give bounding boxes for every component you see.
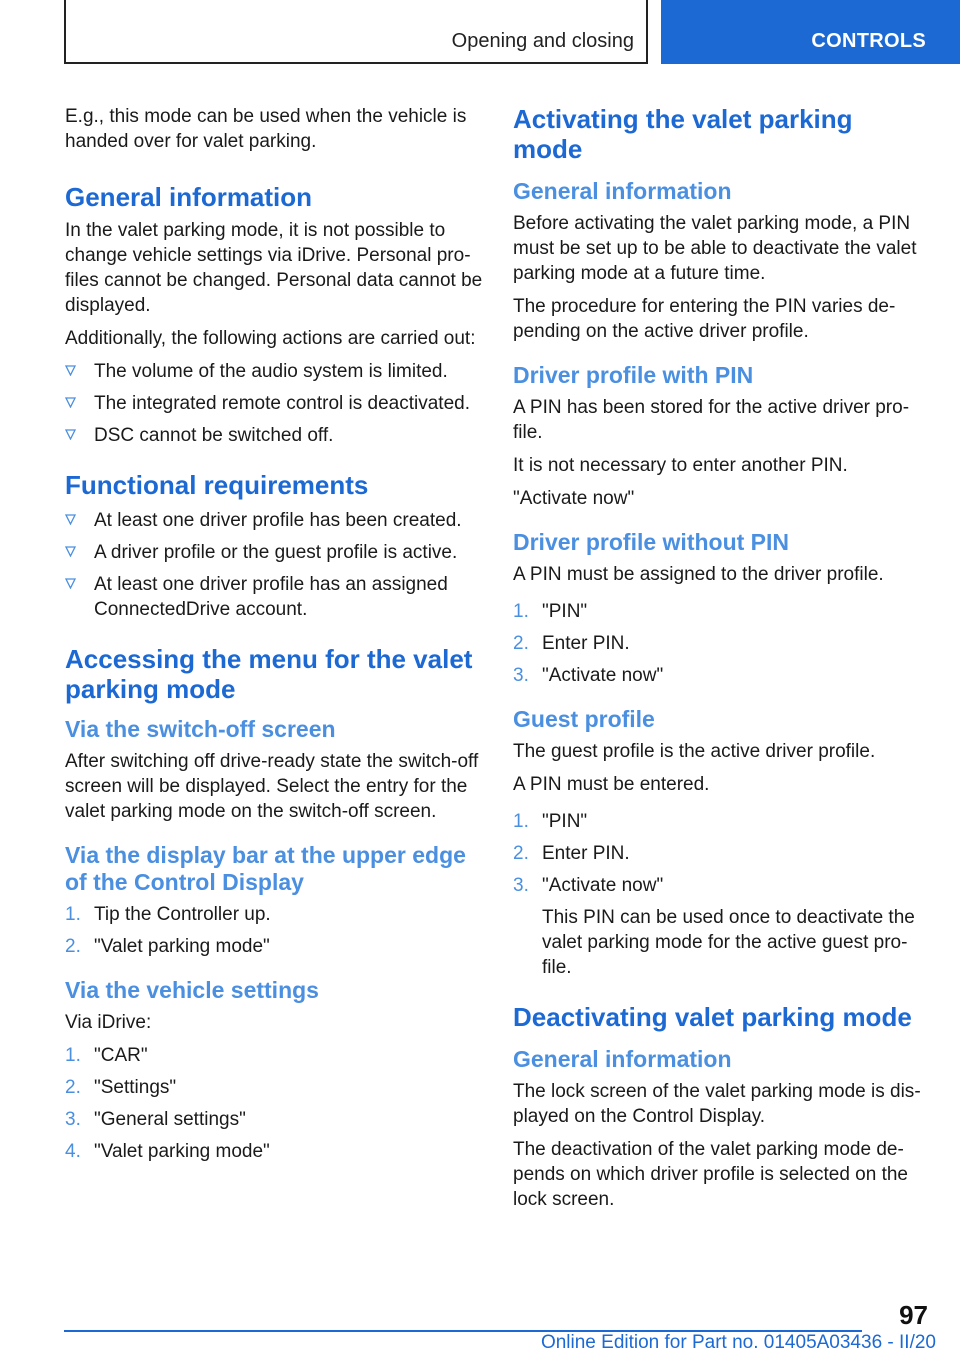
triangle-bullet-icon bbox=[65, 397, 76, 408]
page-number: 97 bbox=[899, 1300, 928, 1330]
with-pin-text-1: A PIN has been stored for the active driver profile. bbox=[513, 397, 910, 443]
list-item: 2. "Valet parking mode" bbox=[65, 936, 270, 957]
without-pin-text: A PIN must be assigned to the driver profile. bbox=[513, 564, 884, 585]
step-number: 3. bbox=[513, 665, 529, 686]
step-number: 2. bbox=[513, 843, 529, 864]
vehicle-settings-steps bbox=[65, 1043, 485, 1164]
step-number: 1. bbox=[65, 1045, 81, 1066]
right-column bbox=[513, 104, 925, 1220]
vehicle-settings-text: Via iDrive: bbox=[65, 1012, 152, 1033]
list-item: 1. "CAR" bbox=[65, 1045, 148, 1066]
list-item: At least one driver profile has an assigned ConnectedDrive account. bbox=[65, 572, 485, 622]
display-bar-heading: Via the display bar at the upper edge of the Control Display bbox=[65, 842, 466, 895]
accessing-menu-heading: Accessing the menu for the valet parking mode bbox=[65, 644, 473, 704]
list-item: DSC cannot be switched off. bbox=[65, 423, 485, 448]
vehicle-settings-heading: Via the vehicle settings bbox=[65, 977, 319, 1003]
step-number: 3. bbox=[513, 875, 529, 896]
step-number: 1. bbox=[513, 601, 529, 622]
step-number: 4. bbox=[65, 1141, 81, 1162]
list-item: At least one driver profile has been created. bbox=[65, 508, 485, 533]
step-number: 1. bbox=[65, 904, 81, 925]
triangle-bullet-icon bbox=[65, 365, 76, 376]
triangle-bullet-icon bbox=[65, 514, 76, 525]
driver-profile-without-pin-heading: Driver profile without PIN bbox=[513, 529, 790, 555]
list-item: 2. "Settings" bbox=[65, 1077, 177, 1098]
header-chapter-title: CONTROLS bbox=[811, 30, 926, 52]
step-number: 2. bbox=[65, 1077, 81, 1098]
footer-edition: Online Edition for Part no. 01405A03436 - II/20 bbox=[540, 1332, 936, 1353]
guest-profile-heading: Guest profile bbox=[513, 706, 655, 732]
step-number: 1. bbox=[513, 811, 529, 832]
step-number: 3. bbox=[65, 1109, 81, 1130]
activating-general-text-1: Before activating the valet parking mode, a PIN must be set up to be able to deactivate the valet parking mode at a future time. bbox=[513, 213, 917, 284]
step-number: 2. bbox=[65, 936, 81, 957]
list-item: A driver profile or the guest profile is active. bbox=[65, 540, 485, 565]
list-item: 2. Enter PIN. bbox=[513, 843, 630, 864]
deactivating-heading: Deactivating valet parking mode bbox=[513, 1002, 912, 1032]
header-section-box bbox=[64, 0, 648, 64]
list-item: The volume of the audio system is limited. bbox=[65, 359, 485, 384]
activating-heading: Activating the valet parking mode bbox=[513, 104, 853, 164]
switch-off-screen-text: After switching off drive-ready state the switch-off screen will be displayed. Select the entry for the valet parking mode on the switch-off screen. bbox=[65, 751, 479, 822]
intro-text: E.g., this mode can be used when the vehicle is handed over for valet parking. bbox=[65, 106, 467, 152]
with-pin-text-2: It is not necessary to enter another PIN. bbox=[513, 455, 848, 476]
with-pin-text-3: "Activate now" bbox=[513, 488, 635, 509]
activating-general-text-2: The procedure for entering the PIN varies depending on the active driver profile. bbox=[513, 296, 896, 342]
driver-profile-with-pin-heading: Driver profile with PIN bbox=[513, 362, 754, 388]
triangle-bullet-icon bbox=[65, 578, 76, 589]
without-pin-steps bbox=[513, 599, 925, 688]
list-item: 3. "Activate now" bbox=[513, 665, 664, 686]
requirements-list bbox=[65, 508, 485, 622]
triangle-bullet-icon bbox=[65, 546, 76, 557]
general-information-heading: General information bbox=[65, 182, 313, 212]
list-item: The integrated remote control is deactivated. bbox=[65, 391, 485, 416]
list-item: 4. "Valet parking mode" bbox=[65, 1141, 270, 1162]
deactivating-general-heading: General information bbox=[513, 1046, 732, 1072]
list-item: 1. "PIN" bbox=[513, 601, 588, 622]
display-bar-steps bbox=[65, 902, 485, 959]
actions-list bbox=[65, 359, 485, 448]
step-number: 2. bbox=[513, 633, 529, 654]
deactivating-text-2: The deactivation of the valet parking mode depends on which driver profile is selected on the lock screen. bbox=[513, 1139, 909, 1210]
activating-general-heading: General information bbox=[513, 178, 732, 204]
list-item: 1. "PIN" bbox=[513, 811, 588, 832]
guest-profile-text-2: A PIN must be entered. bbox=[513, 774, 710, 795]
functional-requirements-heading: Functional requirements bbox=[65, 470, 369, 500]
guest-profile-text-1: The guest profile is the active driver profile. bbox=[513, 741, 876, 762]
additional-actions-text: Additionally, the following actions are carried out: bbox=[65, 328, 476, 349]
list-item: 1. Tip the Controller up. bbox=[65, 904, 271, 925]
left-column bbox=[65, 104, 485, 1172]
guest-pin-note: This PIN can be used once to deactivate the valet parking mode for the active guest profile. bbox=[542, 907, 915, 978]
list-item: 3. "Activate now" This PIN can be used once to deactivate the valet parking mode for the active guest profile. bbox=[513, 873, 925, 980]
list-item: 3. "General settings" bbox=[65, 1109, 246, 1130]
triangle-bullet-icon bbox=[65, 429, 76, 440]
header-section-title: Opening and closing bbox=[451, 30, 634, 52]
guest-profile-steps bbox=[513, 809, 925, 980]
general-information-text: In the valet parking mode, it is not possible to change vehicle settings via iDrive. Personal profiles cannot be changed. Personal data cannot be displayed. bbox=[65, 220, 483, 316]
list-item: 2. Enter PIN. bbox=[513, 633, 630, 654]
deactivating-text-1: The lock screen of the valet parking mode is displayed on the Control Display. bbox=[513, 1081, 921, 1127]
header-chapter-box bbox=[661, 0, 960, 64]
switch-off-screen-heading: Via the switch-off screen bbox=[65, 716, 336, 742]
